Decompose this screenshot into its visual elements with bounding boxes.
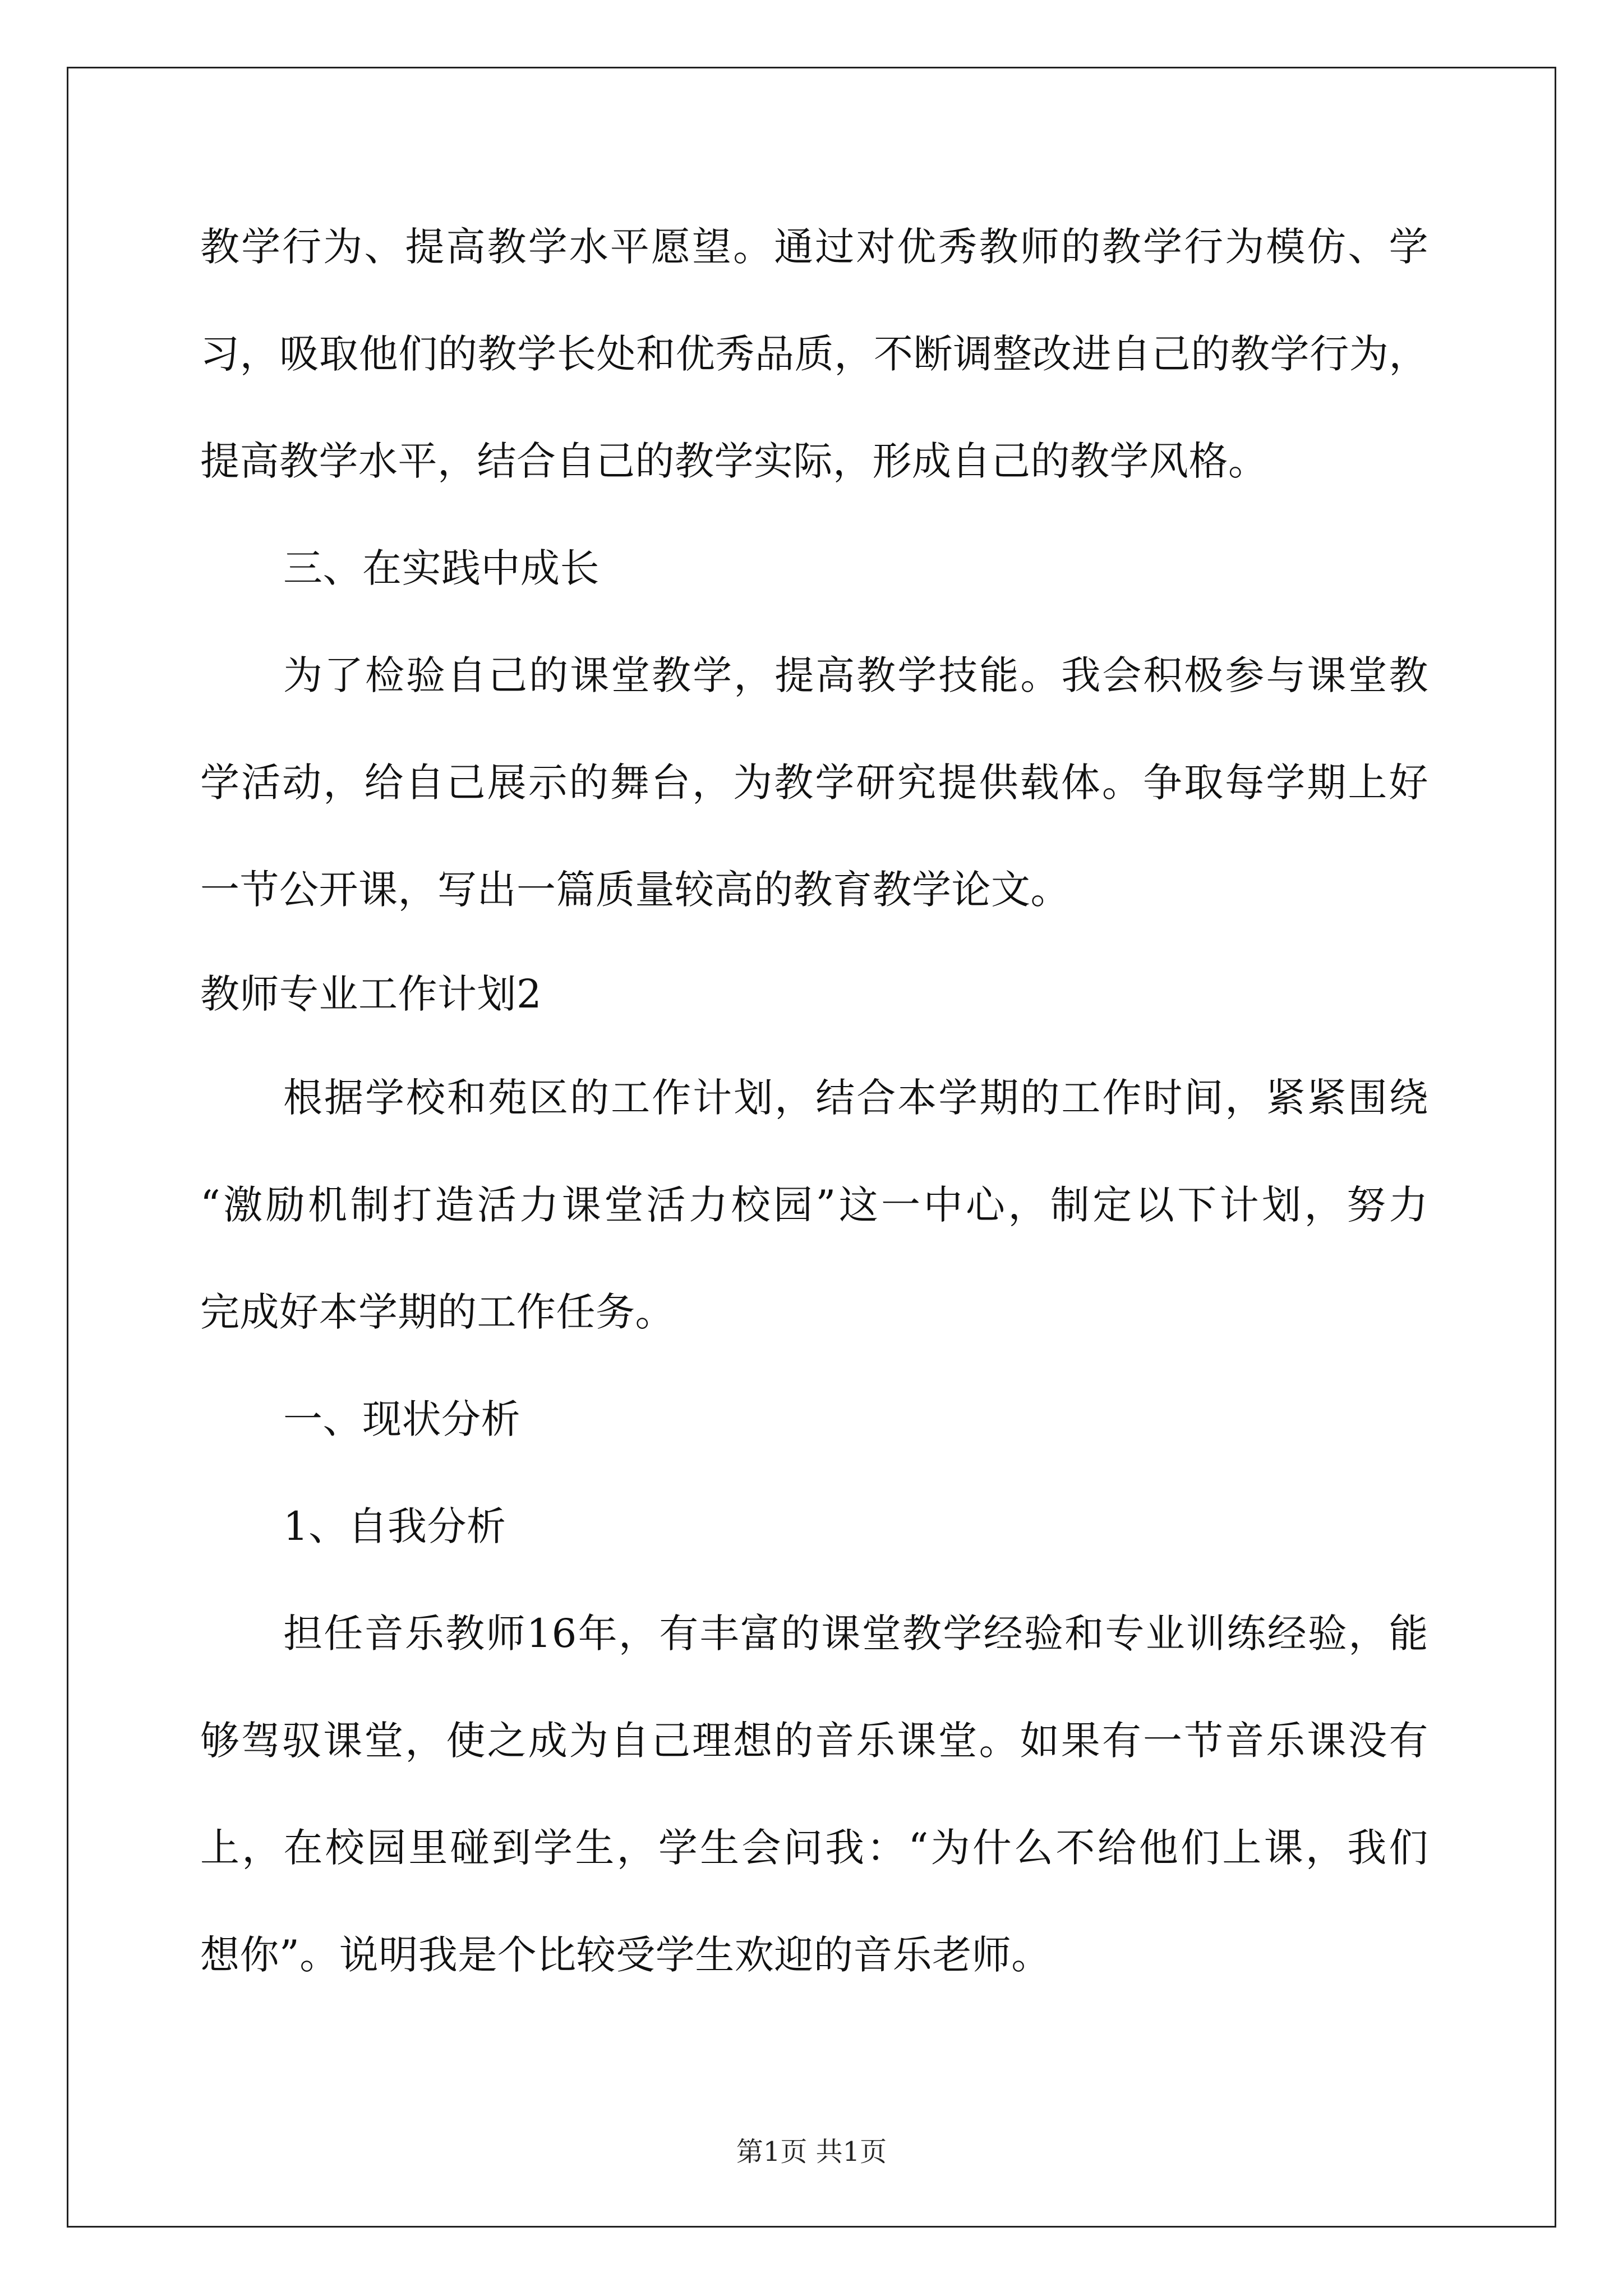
section-heading: 一、现状分析	[283, 1396, 520, 1442]
paragraph-line: 学活动，给自己展示的舞台，为教学研究提供载体。争取每学期上好	[200, 760, 1428, 806]
paragraph-line: 够驾驭课堂，使之成为自己理想的音乐课堂。如果有一节音乐课没有	[200, 1718, 1428, 1764]
paragraph-line: “激励机制打造活力课堂活力校园”这一中心，制定以下计划，努力	[200, 1182, 1428, 1228]
document-title: 教师专业工作计划2	[200, 971, 542, 1017]
paragraph-line: 根据学校和苑区的工作计划，结合本学期的工作时间，紧紧围绕	[283, 1075, 1428, 1121]
paragraph-line: 上，在校园里碰到学生，学生会问我：“为什么不给他们上课，我们	[200, 1825, 1428, 1871]
paragraph-line: 担任音乐教师16年，有丰富的课堂教学经验和专业训练经验，能	[283, 1611, 1428, 1657]
subsection-heading: 1、自我分析	[283, 1503, 506, 1549]
paragraph-line: 习，吸取他们的教学长处和优秀品质，不断调整改进自己的教学行为，	[200, 331, 1428, 377]
paragraph-line: 为了检验自己的课堂教学，提高教学技能。我会积极参与课堂教	[283, 652, 1428, 698]
paragraph-line: 一节公开课，写出一篇质量较高的教育教学论文。	[200, 867, 1070, 913]
page-footer: 第1页 共1页	[736, 2136, 887, 2168]
page-border	[67, 67, 1556, 2228]
paragraph-line: 想你”。说明我是个比较受学生欢迎的音乐老师。	[200, 1932, 1051, 1978]
paragraph-line: 提高教学水平，结合自己的教学实际，形成自己的教学风格。	[200, 438, 1268, 484]
paragraph-line: 教学行为、提高教学水平愿望。通过对优秀教师的教学行为模仿、学	[200, 224, 1428, 270]
section-heading: 三、在实践中成长	[283, 545, 600, 591]
paragraph-line: 完成好本学期的工作任务。	[200, 1289, 675, 1335]
